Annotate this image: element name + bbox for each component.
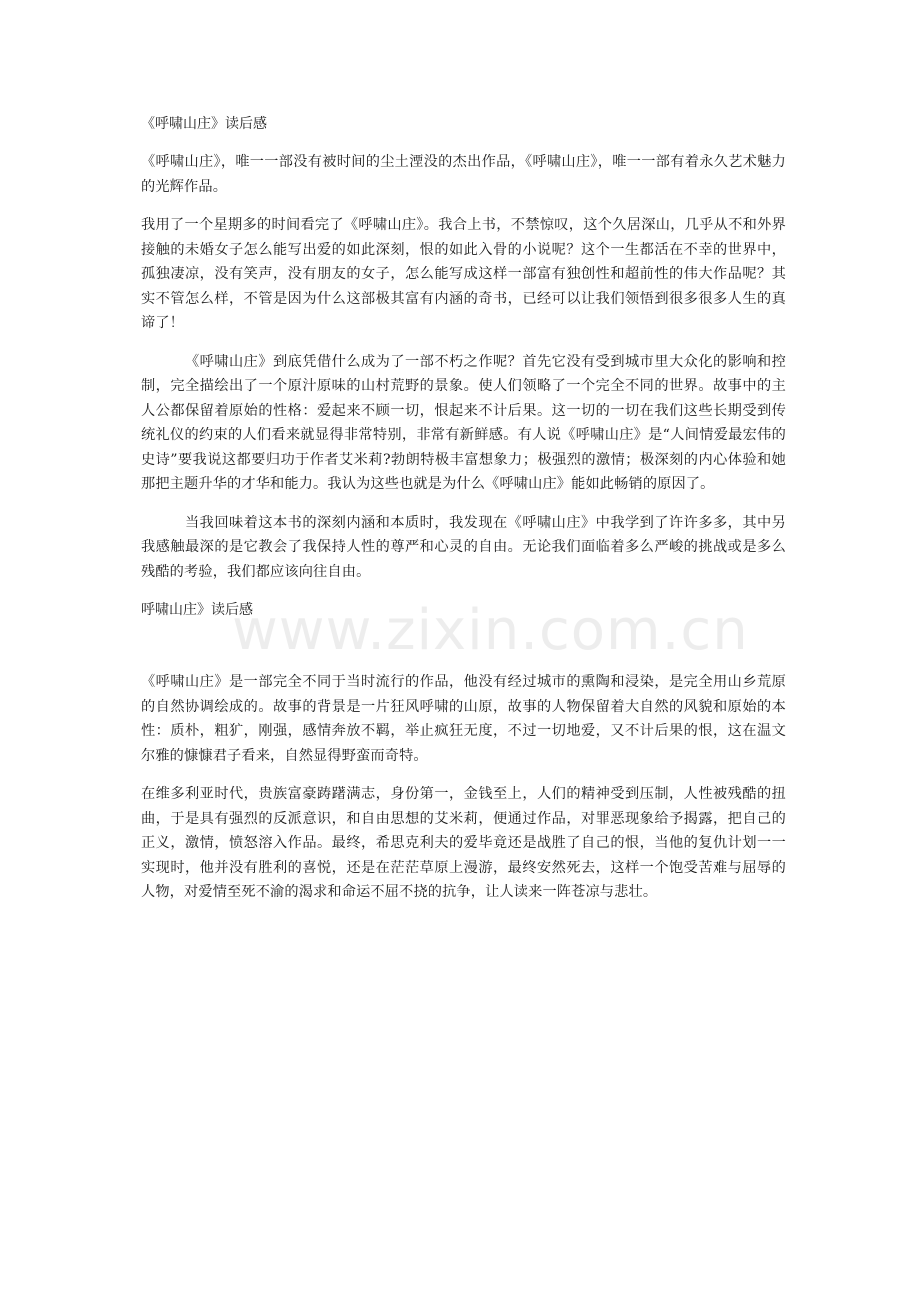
paragraph-reflection: 当我回味着这本书的深刻内涵和本质时，我发现在《呼啸山庄》中我学到了许许多多，其中另我感触最深的是它教会了我保持人性的尊严和心灵的自由。无论我们面临着多么严峻的挑战或是多么残酷的考验，我们都应该向往自由。	[141, 514, 786, 580]
paragraph-immortal-work: 《呼啸山庄》到底凭借什么成为了一部不朽之作呢？首先它没有受到城市里大众化的影响和控制，完全描绘出了一个原汁原味的山村荒野的景象。使人们领略了一个完全不同的世界。故事中的主人公都保留着原始的性格：爱起来不顾一切，恨起来不计后果。这一切的一切在我们这些长期受到传统礼仪的约束的人们看来就显得非常特别，非常有新鲜感。有人说《呼啸山庄》是“人间情爱最宏伟的史诗”要我说这都要归功于作者艾米莉?勃朗特极丰富想象力；极强烈的激情；极深刻的内心体验和她那把主题升华的才华和能力。我认为这些也就是为什么《呼啸山庄》能如此畅销的原因了。	[141, 353, 786, 492]
paragraph-victorian: 在维多利亚时代，贵族富豪踌躇满志，身份第一，金钱至上，人们的精神受到压制，人性被残酷的扭曲，于是具有强烈的反派意识，和自由思想的艾米莉，便通过作品，对罪恶现象给予揭露，把自己的正义，激情，愤怒溶入作品。最终，希思克利夫的爱毕竟还是战胜了自己的恨，当他的复仇计划一一实现时，他并没有胜利的喜悦，还是在茫茫草原上漫游，最终安然死去，这样一个饱受苦难与屈辱的人物，对爱情至死不渝的渴求和命运不屈不挠的抗争，让人读来一阵苍凉与悲壮。	[141, 786, 786, 900]
paragraph-reading: 我用了一个星期多的时间看完了《呼啸山庄》。我合上书，不禁惊叹，这个久居深山，几乎从不和外界接触的未婚女子怎么能写出爱的如此深刻，恨的如此入骨的小说呢？这个一生都活在不幸的世界中，孤独凄凉，没有笑声，没有朋友的女子，怎么能写成这样一部富有独创性和超前性的伟大作品呢？其实不管怎么样，不管是因为什么这部极其富有内涵的奇书，已经可以让我们领悟到很多很多人生的真谛了！	[141, 217, 786, 331]
watermark: www.zixin.com.cn	[232, 598, 749, 663]
document-page	[141, 112, 786, 919]
document-title: 《呼啸山庄》读后感	[141, 116, 267, 132]
paragraph-nature: 《呼啸山庄》是一部完全不同于当时流行的作品，他没有经过城市的熏陶和浸染，是完全用山乡荒原的自然协调绘成的。故事的背景是一片狂风呼啸的山原，故事的人物保留着大自然的风貌和原始的本性：质朴，粗犷，刚强，感情奔放不羁，举止疯狂无度，不过一切地爱，又不计后果的恨，这在温文尔雅的慷慷君子看来，自然显得野蛮而奇特。	[141, 674, 786, 764]
paragraph-intro: 《呼啸山庄》，唯一一部没有被时间的尘土湮没的杰出作品，《呼啸山庄》，唯一一部有着永久艺术魅力的光辉作品。	[141, 154, 786, 195]
second-title: 呼啸山庄》读后感	[141, 602, 253, 618]
